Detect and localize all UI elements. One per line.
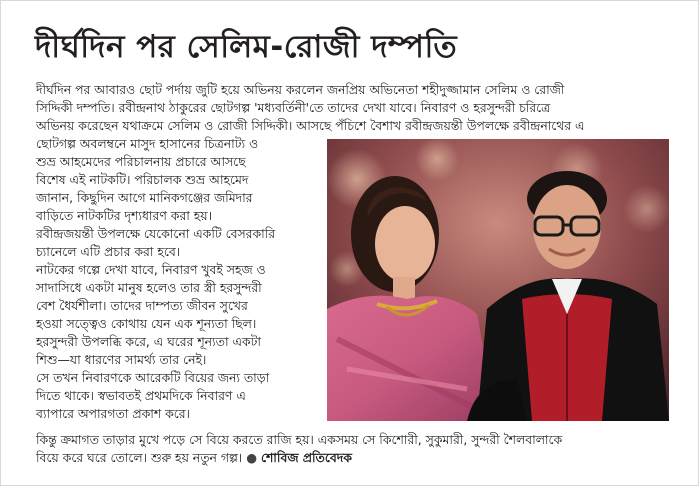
article-photo bbox=[327, 139, 669, 421]
body-line: রবীন্দ্রজয়ন্তী উপলক্ষে যেকোনো একটি বেসরকারি bbox=[36, 226, 276, 241]
body-line: কিন্তু ক্রমাগত তাড়ার মুখে পড়ে সে বিয়ে করতে রাজি হয়। একসময় সে কিশোরী, সুকুমারী, সুন্দরী শৈলবালাকে bbox=[36, 432, 563, 447]
body-line: ছোটগল্প অবলম্বনে মাসুদ হাসানের চিত্রনাট্য ও bbox=[36, 136, 259, 151]
body-text: বিয়ে করে ঘরে তোলে। শুরু হয় নতুন গল্প। bbox=[36, 450, 243, 465]
body-line: বাড়িতে নাটকটির দৃশ্যধারণ করা হয়। bbox=[36, 208, 213, 223]
body-line: চ্যানেলে এটি প্রচার করা হবে। bbox=[36, 244, 181, 259]
body-line: সে তখন নিবারণকে আরেকটি বিয়ের জন্য তাড়া bbox=[36, 370, 270, 385]
body-line: অভিনয় করেছেন যথাক্রমে সেলিম ও রোজী সিদ্দিকী। আসছে পঁচিশে বৈশাখ রবীন্দ্রজয়ন্তী উপলক্ষে রবীন্দ্রনাথের এ bbox=[36, 118, 585, 133]
body-line: শুভ্র আহমেদের পরিচালনায় প্রচারে আসছে bbox=[36, 154, 246, 169]
body-line: শিশু—যা ধারণের সামর্থ্য তার নেই। bbox=[36, 352, 207, 367]
body-line: জানান, কিছুদিন আগে মানিকগঞ্জের জমিদার bbox=[36, 190, 253, 205]
body-line: দিতে থাকে। স্বভাবতই প্রথমদিকে নিবারণ এ bbox=[36, 388, 246, 403]
body-line: হরসুন্দরী উপলব্ধি করে, এ ঘরের শূন্যতা একটা bbox=[36, 334, 261, 349]
body-line: নাটকের গল্পে দেখা যাবে, নিবারণ খুবই সহজ ও bbox=[36, 262, 266, 277]
byline: শোবিজ প্রতিবেদক bbox=[260, 450, 352, 465]
body-line: হওয়া সত্ত্বেও কোথায় যেন এক শূন্যতা ছিল। bbox=[36, 316, 257, 331]
headline: দীর্ঘদিন পর সেলিম-রোজী দম্পতি bbox=[35, 29, 458, 65]
body-line: সিদ্দিকী দম্পতি। রবীন্দ্রনাথ ঠাকুরের ছোটগল্প 'মধ্যবর্তিনী'তে তাদের দেখা যাবে। নিবারণ ও হরসুন্দরী চরিত্রে bbox=[36, 100, 551, 115]
body-line: ব্যাপারে অপারগতা প্রকাশ করে। bbox=[36, 406, 190, 421]
body-line: দীর্ঘদিন পর আবারও ছোট পর্দায় জুটি হয়ে অভিনয় করলেন জনপ্রিয় অভিনেতা শহীদুজ্জামান সেলিম ও রোজী bbox=[36, 82, 565, 97]
body-line: বিশেষ এই নাটকটি। পরিচালক শুভ্র আহমেদ bbox=[36, 172, 249, 187]
body-line: বেশ ধৈর্যশীলা। তাদের দাম্পত্য জীবন সুখের bbox=[36, 298, 248, 313]
body-line-last bbox=[36, 449, 352, 467]
body-line: সাদাসিধে একটা মানুষ হলেও তার স্ত্রী হরসুন্দরী bbox=[36, 280, 262, 295]
byline-bullet-icon: ● bbox=[246, 450, 257, 465]
